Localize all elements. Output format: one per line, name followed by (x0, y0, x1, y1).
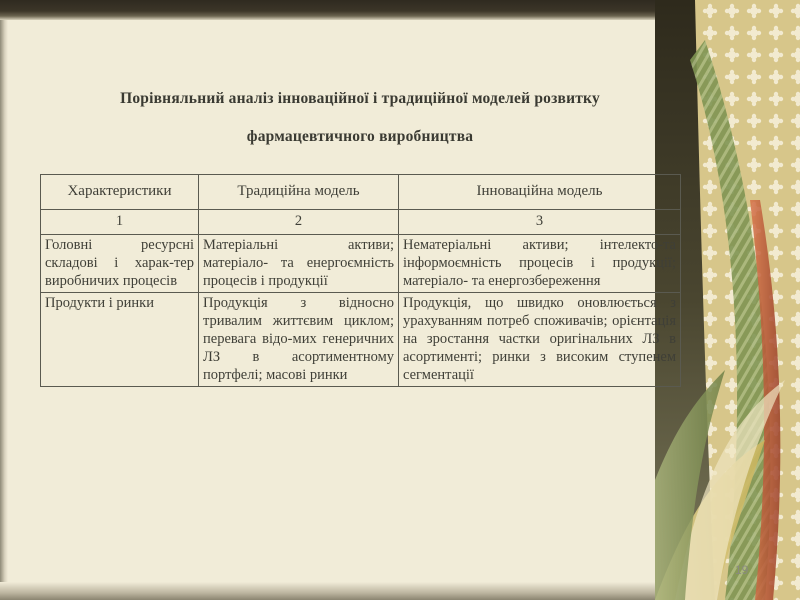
column-number: 3 (399, 210, 681, 235)
top-shadow-band (0, 0, 690, 20)
slide-title (40, 80, 680, 156)
title-line-2: фармацевтичного виробництва (246, 128, 474, 145)
title-line-1: Порівняльний аналіз інноваційної і традиційної моделей розвитку (120, 90, 600, 107)
header-innovative-model: Інноваційна модель (399, 175, 681, 210)
table-header-row (41, 175, 681, 210)
column-number: 1 (41, 210, 199, 235)
table-row (41, 235, 681, 293)
cell-traditional: Продукція з відносно тривалим життєвим циклом; перевага відо-мих генеричних ЛЗ в асортиментному портфелі; масові ринки (199, 293, 399, 387)
table-number-row (41, 210, 681, 235)
column-number: 2 (199, 210, 399, 235)
cell-traditional: Матеріальні активи; матеріало- та енергоємність процесів і продукції (199, 235, 399, 293)
header-characteristics: Характеристики (41, 175, 199, 210)
header-traditional-model: Традиційна модель (199, 175, 399, 210)
cell-characteristic: Головні ресурсні складові і харак-тер виробничих процесів (41, 235, 199, 293)
table-row (41, 293, 681, 387)
comparison-table (40, 174, 681, 387)
cell-innovative: Продукція, що швидко оновлюється з урахуванням потреб споживачів; орієнтація на зростання частки оригінальних ЛЗ в асортименті; ринки з високим ступенем сегментації (399, 293, 681, 387)
left-shadow-edge (0, 20, 8, 600)
cell-characteristic: Продукти і ринки (41, 293, 199, 387)
cell-innovative: Нематеріальні активи; інтелекто-та інформоємність процесів і продукції; матеріало- та енергозбереження (399, 235, 681, 293)
page-number: 19 (735, 563, 749, 577)
bottom-shadow-edge (0, 582, 700, 600)
